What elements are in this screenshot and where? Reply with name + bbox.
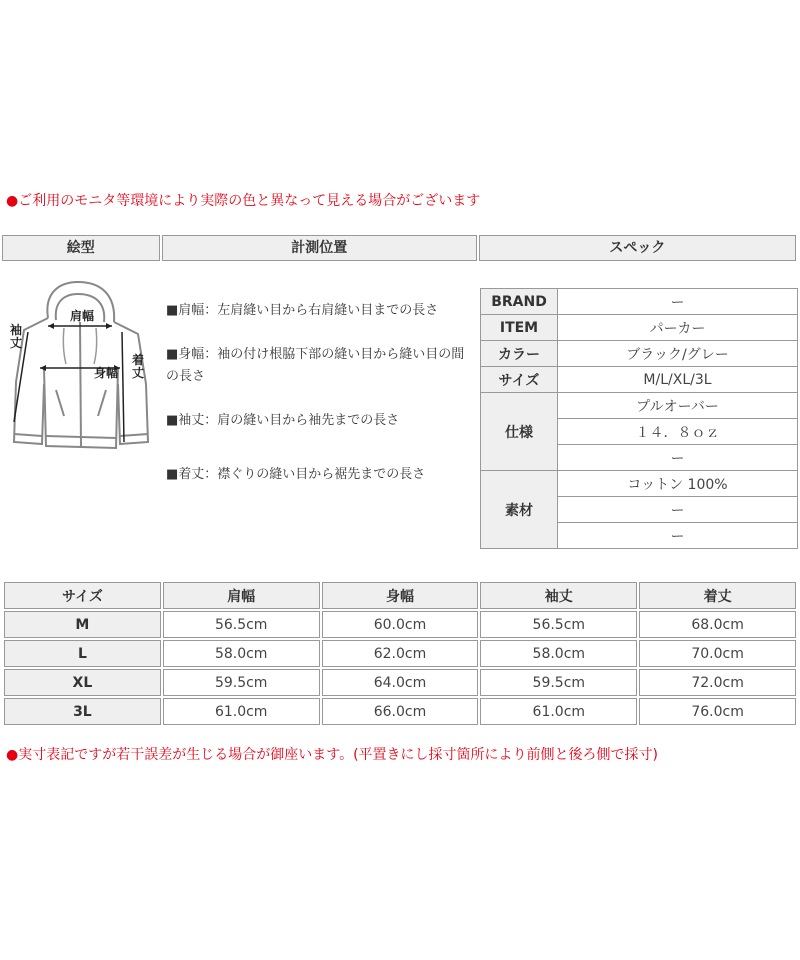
size-label: L [4,640,161,667]
measure-body: ■身幅：袖の付け根脇下部の縫い目から縫い目の間の長さ [166,347,465,384]
size-cell: 59.5cm [163,669,320,696]
color-notice: ●ご利用のモニタ等環境により実際の色と異なって見える場合がございます [6,193,481,209]
spec-key: カラー [481,341,558,367]
spec-value: ー [558,523,798,549]
size-cell: 61.0cm [163,698,320,725]
table-row [4,640,796,667]
measurement-notice: ●実寸表記ですが若干誤差が生じる場合が御座います。(平置きにし採寸箇所により前側と後ろ側で採寸) [6,747,659,763]
spec-row-detail [481,393,798,419]
size-cell: 66.0cm [322,698,479,725]
spec-row-brand [481,289,798,315]
size-label: XL [4,669,161,696]
spec-row-color [481,341,798,367]
spec-key: 素材 [481,471,558,549]
spec-value: ブラック/グレー [558,341,798,367]
size-header: 袖丈 [480,582,637,609]
size-cell: 60.0cm [322,611,479,638]
size-table [2,580,798,727]
spec-row-size [481,367,798,393]
size-cell: 72.0cm [639,669,796,696]
spec-key: ITEM [481,315,558,341]
size-label: M [4,611,161,638]
spec-value: パーカー [558,315,798,341]
table-row [4,698,796,725]
measure-shoulder: ■肩幅：左肩縫い目から右肩縫い目までの長さ [166,303,439,318]
size-header: 肩幅 [163,582,320,609]
size-cell: 62.0cm [322,640,479,667]
spec-row-material [481,471,798,497]
size-cell: 58.0cm [163,640,320,667]
spec-key: BRAND [481,289,558,315]
size-cell: 61.0cm [480,698,637,725]
header-measure-position: 計測位置 [162,235,477,261]
spec-value: ー [558,289,798,315]
size-cell: 76.0cm [639,698,796,725]
spec-key: サイズ [481,367,558,393]
spec-value: ー [558,445,798,471]
size-cell: 68.0cm [639,611,796,638]
spec-key: 仕様 [481,393,558,471]
label-length: 着丈 [132,353,145,380]
measure-sleeve: ■袖丈：肩の縫い目から袖先までの長さ [166,413,400,428]
spec-value: プルオーバー [558,393,798,419]
size-label: 3L [4,698,161,725]
label-shoulder: 肩幅 [70,309,95,323]
spec-value: ー [558,497,798,523]
size-cell: 56.5cm [480,611,637,638]
size-cell: 58.0cm [480,640,637,667]
spec-row-item [481,315,798,341]
size-header: 身幅 [322,582,479,609]
label-body: 身幅 [94,366,119,380]
spec-value: コットン 100% [558,471,798,497]
spec-table [480,288,798,549]
size-header-row [4,582,796,609]
header-spec: スペック [479,235,796,261]
section-header [2,235,798,261]
size-cell: 64.0cm [322,669,479,696]
size-cell: 59.5cm [480,669,637,696]
label-sleeve: 袖丈 [10,323,23,350]
spec-value: １４．８ｏｚ [558,419,798,445]
size-header: サイズ [4,582,161,609]
measure-length: ■着丈：襟ぐりの縫い目から裾先までの長さ [166,467,426,482]
size-cell: 70.0cm [639,640,796,667]
table-row [4,669,796,696]
size-header: 着丈 [639,582,796,609]
hoodie-diagram [0,272,170,472]
size-cell: 56.5cm [163,611,320,638]
spec-value: M/L/XL/3L [558,367,798,393]
header-pattern: 絵型 [2,235,160,261]
table-row [4,611,796,638]
